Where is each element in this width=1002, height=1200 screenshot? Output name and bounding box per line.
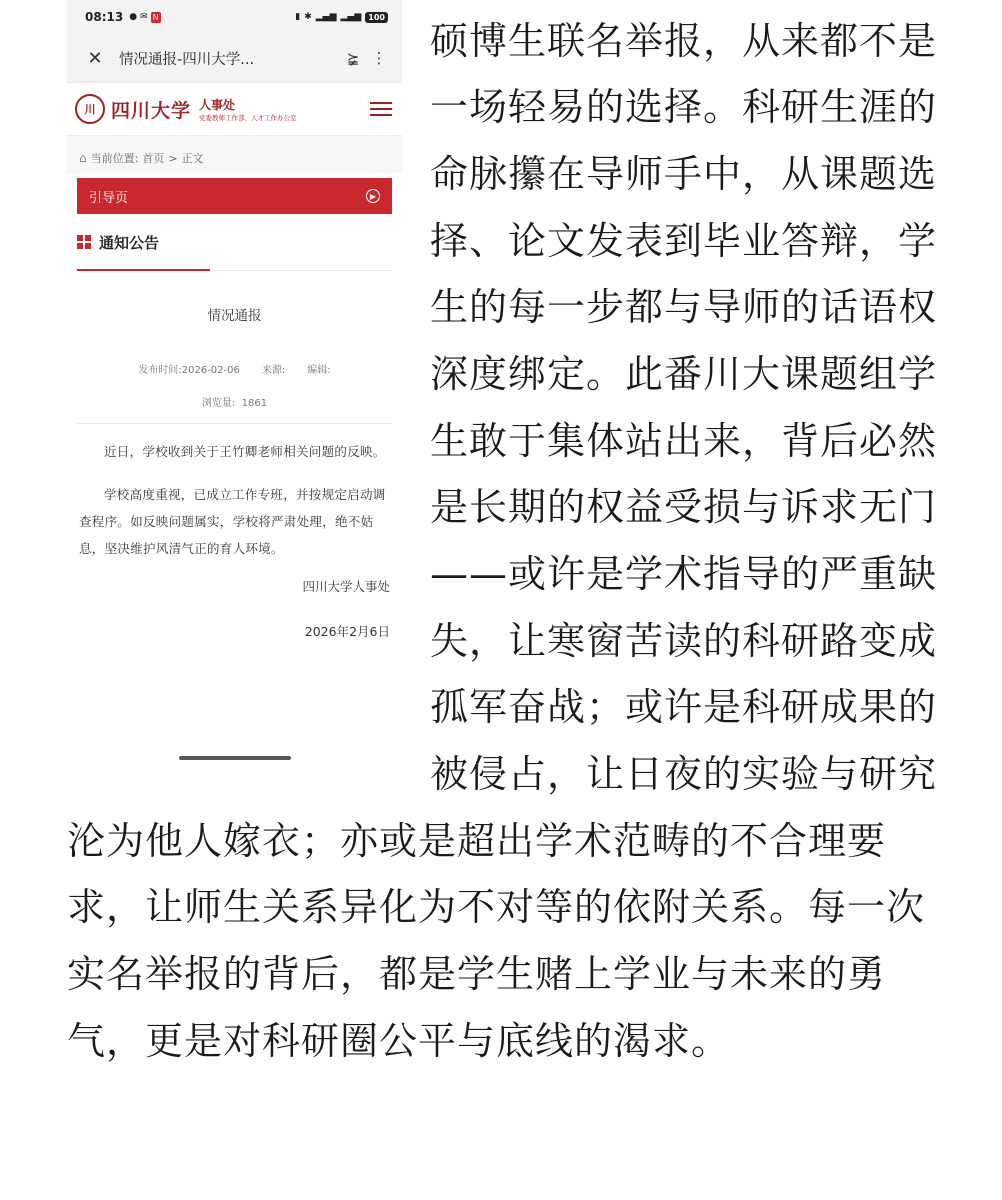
article-signature: 四川大学人事处 <box>302 579 390 594</box>
signal-icon: ▂▄▆ <box>315 12 337 22</box>
commentary-line: 一场轻易的选择。科研生涯的 <box>430 85 938 129</box>
article-date: 2026年2月6日 <box>304 624 390 639</box>
commentary-line: 实名举报的背后，都是学生赌上学业与未来的勇 <box>67 952 887 996</box>
app-badge: N <box>152 12 159 22</box>
share-icon[interactable]: ⪶ <box>346 49 360 67</box>
source-label: 来源: <box>261 365 286 376</box>
breadcrumb-label: 当前位置: <box>90 152 139 165</box>
commentary-line: 生的每一步都与导师的话语权 <box>430 285 938 329</box>
publish-time: 发布时间:2026-02-06 <box>138 365 240 376</box>
message-icon: ✉ <box>140 12 148 22</box>
guide-page-label: 引导页 <box>89 190 129 206</box>
commentary-line: 硕博生联名举报，从来都不是 <box>430 19 938 63</box>
breadcrumb-home[interactable]: 首页 <box>142 152 165 165</box>
commentary-line: 命脉攥在导师手中，从课题选 <box>430 152 938 196</box>
more-options-icon[interactable]: ⋮ <box>371 49 387 67</box>
article-title: 情况通报 <box>207 308 262 324</box>
article-paragraph: 学校高度重视，已成立工作专班，并按规定启动调查程序。如反映问题属实，学校将严肃处理，绝不姑息，坚决维护风清气正的育人环境。 <box>79 487 386 556</box>
signal-2-icon: ▂▄▆ <box>340 12 362 22</box>
editor-label: 编辑: <box>307 365 331 376</box>
breadcrumb-current: 正文 <box>181 152 204 165</box>
article-paragraph: 近日，学校收到关于王竹卿老师相关问题的反映。 <box>104 444 386 459</box>
view-count: 浏览量: 1861 <box>201 398 268 409</box>
breadcrumb-separator: > <box>168 151 178 165</box>
status-time: 08:13 <box>85 10 124 24</box>
home-icon: ⌂ <box>79 151 87 165</box>
commentary-line: ——或许是学术指导的严重缺 <box>430 552 938 596</box>
close-icon[interactable]: ✕ <box>87 47 103 69</box>
commentary-line: 择、论文发表到毕业答辩，学 <box>430 219 938 263</box>
department-subtitle: 党委教师工作部、人才工作办公室 <box>199 114 297 122</box>
page-title: 情况通报-四川大学... <box>119 51 255 68</box>
commentary-line: 孤军奋战；或许是科研成果的 <box>430 685 938 729</box>
commentary-line: 沦为他人嫁衣；亦或是超出学术范畴的不合理要 <box>67 819 887 863</box>
commentary-line: 求，让师生关系异化为不对等的依附关系。每一次 <box>67 885 926 929</box>
commentary-line: 深度绑定。此番川大课题组学 <box>430 352 938 396</box>
university-name[interactable]: 四川大学 <box>111 99 192 122</box>
commentary-line: 生敢于集体站出来，背后必然 <box>430 419 938 463</box>
bluetooth-icon: ✱ <box>304 12 312 22</box>
vibrate-icon: ▮ <box>295 12 301 22</box>
section-title: 通知公告 <box>99 233 160 252</box>
user-icon: ● <box>129 12 138 22</box>
university-seal-icon: 川 <box>75 94 105 124</box>
arrow-right-icon: ▶ <box>366 189 380 203</box>
battery-icon: 100 <box>365 12 388 23</box>
commentary-line: 气，更是对科研圈公平与底线的渴求。 <box>67 1019 731 1063</box>
commentary-line: 被侵占，让日夜的实验与研究 <box>430 752 938 796</box>
commentary-line: 是长期的权益受损与诉求无门 <box>430 485 938 529</box>
commentary-line: 失，让寒窗苦读的科研路变成 <box>430 619 938 663</box>
department-title: 人事处 <box>199 98 236 112</box>
